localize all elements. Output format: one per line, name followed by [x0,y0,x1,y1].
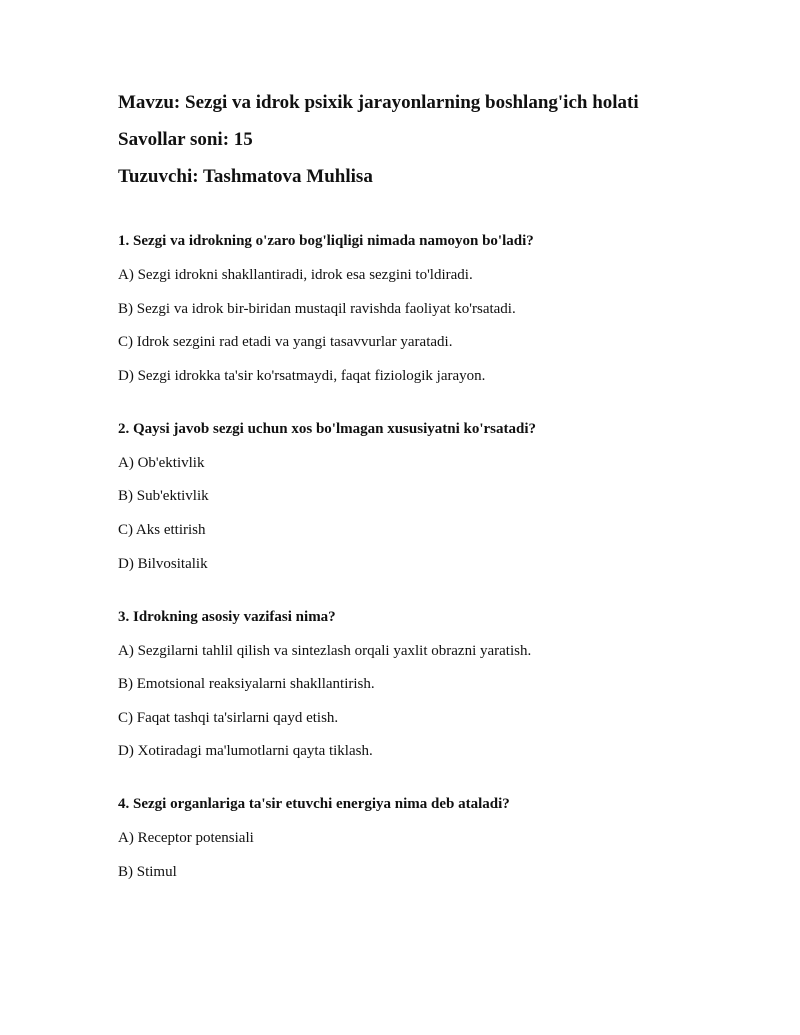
option-a: A) Sezgi idrokni shakllantiradi, idrok esa sezgini to'ldiradi. [118,267,473,283]
topic-heading: Mavzu: Sezgi va idrok psixik jarayonlarning boshlang'ich holati [118,92,639,113]
question-4 [118,794,758,882]
option-b: B) Sub'ektivlik [118,488,209,505]
option-d: D) Xotiradagi ma'lumotlarni qayta tiklash. [118,743,373,760]
option-a: A) Receptor potensiali [118,830,254,847]
question-title: 2. Qaysi javob sezgi uchun xos bo'lmagan xususiyatni ko'rsatadi? [118,420,537,437]
author-line: Tuzuvchi: Tashmatova Muhlisa [118,166,373,187]
option-a: A) Sezgilarni tahlil qilish va sintezlash orqali yaxlit obrazni yaratish. [118,642,532,659]
question-title: 4. Sezgi organlariga ta'sir etuvchi energiya nima deb ataladi? [118,796,510,813]
document-header [118,92,758,188]
option-c: C) Aks ettirish [118,521,206,538]
document-page [118,92,758,915]
question-title: 1. Sezgi va idrokning o'zaro bog'liqligi nimada namoyon bo'ladi? [118,233,534,249]
question-title: 3. Idrokning asosiy vazifasi nima? [118,608,336,625]
question-count: Savollar soni: 15 [118,129,253,150]
question-2 [118,419,758,574]
option-d: D) Sezgi idrokka ta'sir ko'rsatmaydi, faqat fiziologik jarayon. [118,367,486,384]
question-1 [118,231,758,386]
option-b: B) Emotsional reaksiyalarni shakllantirish. [118,676,375,693]
option-a: A) Ob'ektivlik [118,454,205,471]
option-b: B) Sezgi va idrok bir-biridan mustaqil ravishda faoliyat ko'rsatadi. [118,300,516,317]
option-c: C) Idrok sezgini rad etadi va yangi tasavvurlar yaratadi. [118,334,453,351]
question-3 [118,607,758,762]
option-c: C) Faqat tashqi ta'sirlarni qayd etish. [118,709,339,726]
option-b: B) Stimul [118,863,177,880]
option-d: D) Bilvositalik [118,555,208,572]
